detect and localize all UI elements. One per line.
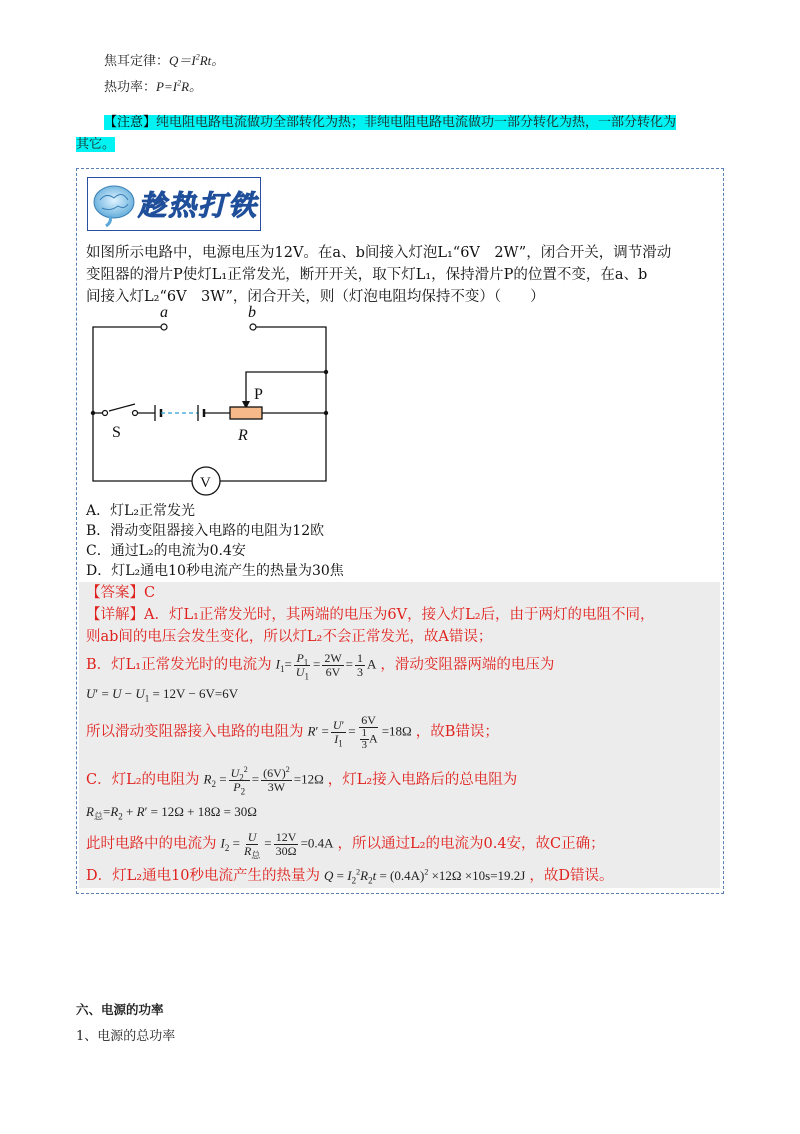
c-text-pre: C．灯L₂的电阻为: [86, 772, 200, 788]
d-text-pre: D．灯L₂通电10秒电流产生的热量为: [86, 868, 321, 884]
circuit-diagram: [80, 300, 340, 500]
i2-text-post: ，所以通过L₂的电流为0.4安，故C正确；: [337, 836, 605, 852]
wire-top-left: [93, 327, 164, 413]
answer-tag: 【答案】C: [86, 585, 156, 601]
heat-power-formula: $P=I^2R$。: [156, 78, 203, 94]
label-r: R: [238, 427, 248, 444]
note-text-1: 纯电阻电路电流做功全部转化为热；非纯电阻电路电流做功一部分转化为热，一部分转化为: [156, 115, 677, 130]
u-prime-formula: $U' = U - U_1 = 12V - 6V=6V$: [86, 686, 239, 704]
wire-top-right: [253, 327, 326, 412]
logo-badge: [87, 177, 261, 231]
note-line-2: [76, 136, 115, 154]
label-s: S: [112, 424, 121, 441]
c-text-post: ，灯L₂接入电路后的总电阻为: [327, 772, 518, 788]
label-v: V: [200, 475, 211, 491]
note-text-2: 其它。: [76, 137, 116, 152]
i2-formula: $I_2$ = U $R_总$ = $\frac{12V}{30\Omega}$ =0.4A: [220, 829, 334, 860]
option-b: B．滑动变阻器接入电路的电阻为12欧: [86, 523, 325, 539]
joule-law-formula: $Q=I^2Rt$。: [169, 52, 225, 68]
option-c: C．通过L₂的电流为0.4安: [86, 543, 246, 559]
heat-power-line: [104, 78, 202, 97]
joule-law-label: 焦耳定律：: [104, 54, 170, 69]
option-d: D．灯L₂通电10秒电流产生的热量为30焦: [86, 563, 344, 579]
r-text-post: ，故B错误；: [415, 724, 499, 740]
option-a: A．灯L₂正常发光: [86, 503, 196, 519]
switch-blade: [109, 404, 135, 411]
wire-bottom-left: [93, 413, 192, 481]
d-formula: $Q = I_2^2R_2t = (0.4A)^2 \times 12\Omega \times 10s=19.2J$: [324, 867, 526, 886]
r-line: [86, 708, 499, 756]
d-line: [86, 866, 614, 886]
i2-text-pre: 此时电路中的电流为: [86, 836, 217, 852]
r-text-pre: 所以滑动变阻器接入电路的电阻为: [86, 724, 304, 740]
r-total-formula: $R_总=R_2 + R' = 12\Omega + 18\Omega = 30\Omega$: [86, 804, 257, 822]
i2-line: [86, 826, 605, 862]
wire-bottom-right: [220, 413, 326, 481]
label-a: a: [160, 304, 168, 321]
section-heading: 六、电源的功率: [76, 1002, 164, 1017]
r-formula: R′ = $\frac{U'}{I_1}$ = 6V $\frac{1}{3}$ A =18Ω: [307, 712, 412, 751]
note-line-1: [104, 114, 676, 132]
label-p: P: [254, 386, 263, 403]
section-subheading: 1、电源的总功率: [76, 1029, 176, 1044]
heat-power-label: 热功率：: [104, 80, 157, 95]
b-text-post: ，滑动变阻器两端的电压为: [380, 657, 555, 673]
question-line-1: 如图所示电路中，电源电压为12V。在a、b间接入灯泡L₁“6V 2W”，闭合开关，调节滑动: [86, 245, 672, 261]
note-tag: 【注意】: [104, 115, 157, 130]
question-line-3: 间接入灯L₂“6V 3W”，闭合开关，则（灯泡电阻均保持不变）（ ）: [86, 289, 545, 305]
c-line: [86, 762, 517, 798]
c-formula: $R_2$ = $\frac{U_2^2}{P_2}$ = $\frac{(6V)^2}{3W}$ =12Ω: [203, 764, 324, 796]
d-text-post: ，故D错误。: [529, 868, 614, 884]
b-text-pre: B．灯L₁正常发光时的电流为: [86, 657, 272, 673]
question-line-2: 变阻器的滑片P使灯L₁正常发光，断开开关，取下灯L₁，保持滑片P的位置不变，在a、b: [86, 267, 648, 283]
rheostat-body: [230, 407, 262, 419]
b-line: [86, 648, 554, 682]
detail-line-1: 【详解】A．灯L₁正常发光时，其两端的电压为6V，接入灯L₂后，由于两灯的电阻不同，: [86, 607, 655, 623]
joule-law-line: [104, 52, 224, 71]
detail-line-2: 则ab间的电压会发生变化，所以灯L₂不会正常发光，故A错误；: [86, 629, 493, 645]
b-formula: $I_1=$ $\frac{P_1}{U_1}$ = $\frac{2W}{6V}$ = $\frac{1}{3}$ A: [275, 650, 377, 681]
logo-text: 趁热打铁: [138, 189, 259, 222]
label-b: b: [248, 304, 256, 321]
